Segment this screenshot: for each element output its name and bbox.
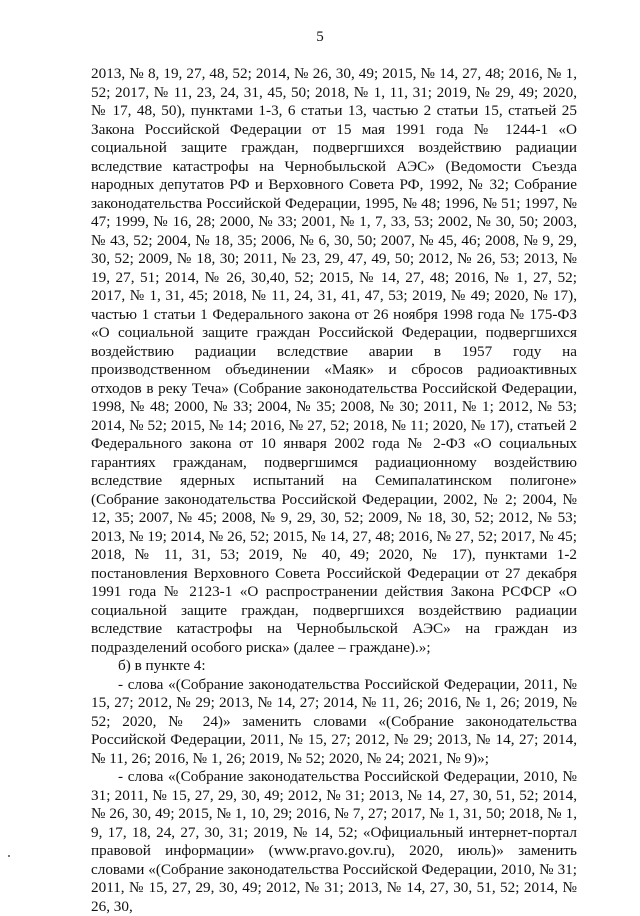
page-number: 5 [316, 29, 324, 45]
paragraph-item-b: б) в пункте 4: [118, 657, 206, 674]
paragraph-replacement-1: - слова «(Собрание законодательства Российской Федерации, 2011, № 15, 27; 2012, № 29; 2013, № 14, 27; 2014, № 11, 26; 2016, № 1, 26; 2019, № 52; 2020, № 24)» заменить словами «(Собрание законодательства Российской Федерации, 2011, № 15, 27; 2012, № 29; 2013, № 14, 27; 2014, № 11, 26; 2016, № 1, 26; 2019, № 52; 2020, № 24; 2021, № 9)»; [91, 675, 577, 767]
paragraph-replacement-2: - слова «(Собрание законодательства Российской Федерации, 2010, № 31; 2011, № 15, 27, 29, 30, 49; 2012, № 31; 2013, № 14, 27, 30, 51, 52; 2014, № 26, 30, 49; 2015, № 1, 10, 29; 2016, № 7, 27; 2017, № 1, 31, 50; 2018, № 1, 9, 17, 18, 24, 27, 30, 31; 2019, № 14, 52; «Официальный интернет-портал правовой информации» (www.pravo.gov.ru), 2020, июль)» заменить словами «(Собрание законодательства Российской Федерации, 2010, № 31; 2011, № 15, 27, 29, 30, 49; 2012, № 31; 2013, № 14, 27, 30, 51, 52; 2014, № 26, 30, [91, 768, 577, 915]
paragraph-continuation: 2013, № 8, 19, 27, 48, 52; 2014, № 26, 30, 49; 2015, № 14, 27, 48; 2016, № 1, 52; 2017, № 11, 23, 24, 31, 45, 50; 2018, № 1, 11, 31; 2019, № 29, 49; 2020, № 17, 48, 50), пунктами 1-3, 6 статьи 13, частью 2 статьи 15, статьей 25 Закона Российской Федерации от 15 мая 1991 года № 1244-1 «О социальной защите граждан, подвергшихся воздействию радиации вследствие катастрофы на Чернобыльской АЭС» (Ведомости Съезда народных депутатов РФ и Верховного Совета РФ, 1992, № 32; Собрание законодательства Российской Федерации, 1995, № 48; 1996, № 51; 1997, № 47; 1999, № 16, 28; 2000, № 33; 2001, № 1, 7, 33, 53; 2002, № 30, 50; 2003, № 43, 52; 2004, № 18, 35; 2006, № 6, 30, 50; 2007, № 45, 46; 2008, № 9, 29, 30, 52; 2009, № 18, 30; 2011, № 23, 29, 47, 49, 50; 2012, № 26, 53; 2013, № 19, 27, 51; 2014, № 26, 30,40, 52; 2015, № 14, 27, 48; 2016, № 1, 27, 52; 2017, № 1, 31, 45; 2018, № 11, 24, 31, 41, 47, 53; 2019, № 49; 2020, № 17), частью 1 статьи 1 Федерального закона от 26 ноября 1998 года № 175-ФЗ «О социальной защите граждан Российской Федерации, подвергшихся воздействию радиации вследствие аварии в 1957 году на производственном объединении «Маяк» и сбросов радиоактивных отходов в реку Теча» (Собрание законодательства Российской Федерации, 1998, № 48; 2000, № 33; 2004, № 35; 2008, № 30; 2011, № 1; 2012, № 53; 2014, № 52; 2015, № 14; 2016, № 27, 52; 2018, № 11; 2020, № 17), статьей 2 Федерального закона от 10 января 2002 года № 2-ФЗ «О социальных гарантиях гражданам, подвергшимся радиационному воздействию вследствие ядерных испытаний на Семипалатинском полигоне» (Собрание законодательства Российской Федерации, 2002, № 2; 2004, № 12, 35; 2007, № 45; 2008, № 9, 29, 30, 52; 2009, № 18, 30, 52; 2012, № 53; 2013, № 19; 2014, № 26, 52; 2015, № 14, 27, 48; 2016, № 27, 52; 2017, № 45; 2018, № 11, 31, 53; 2019, № 40, 49; 2020, № 17), пунктами 1-2 постановления Верховного Совета Российской Федерации от 27 декабря 1991 года № 2123-1 «О распространении действия Закона РСФСР «О социальной защите граждан, подвергшихся воздействию радиации вследствие катастрофы на Чернобыльской АЭС» на граждан из подразделений особого риска» (далее – граждане).»; [91, 65, 577, 656]
scan-mark [8, 855, 10, 857]
document-body [91, 65, 577, 916]
